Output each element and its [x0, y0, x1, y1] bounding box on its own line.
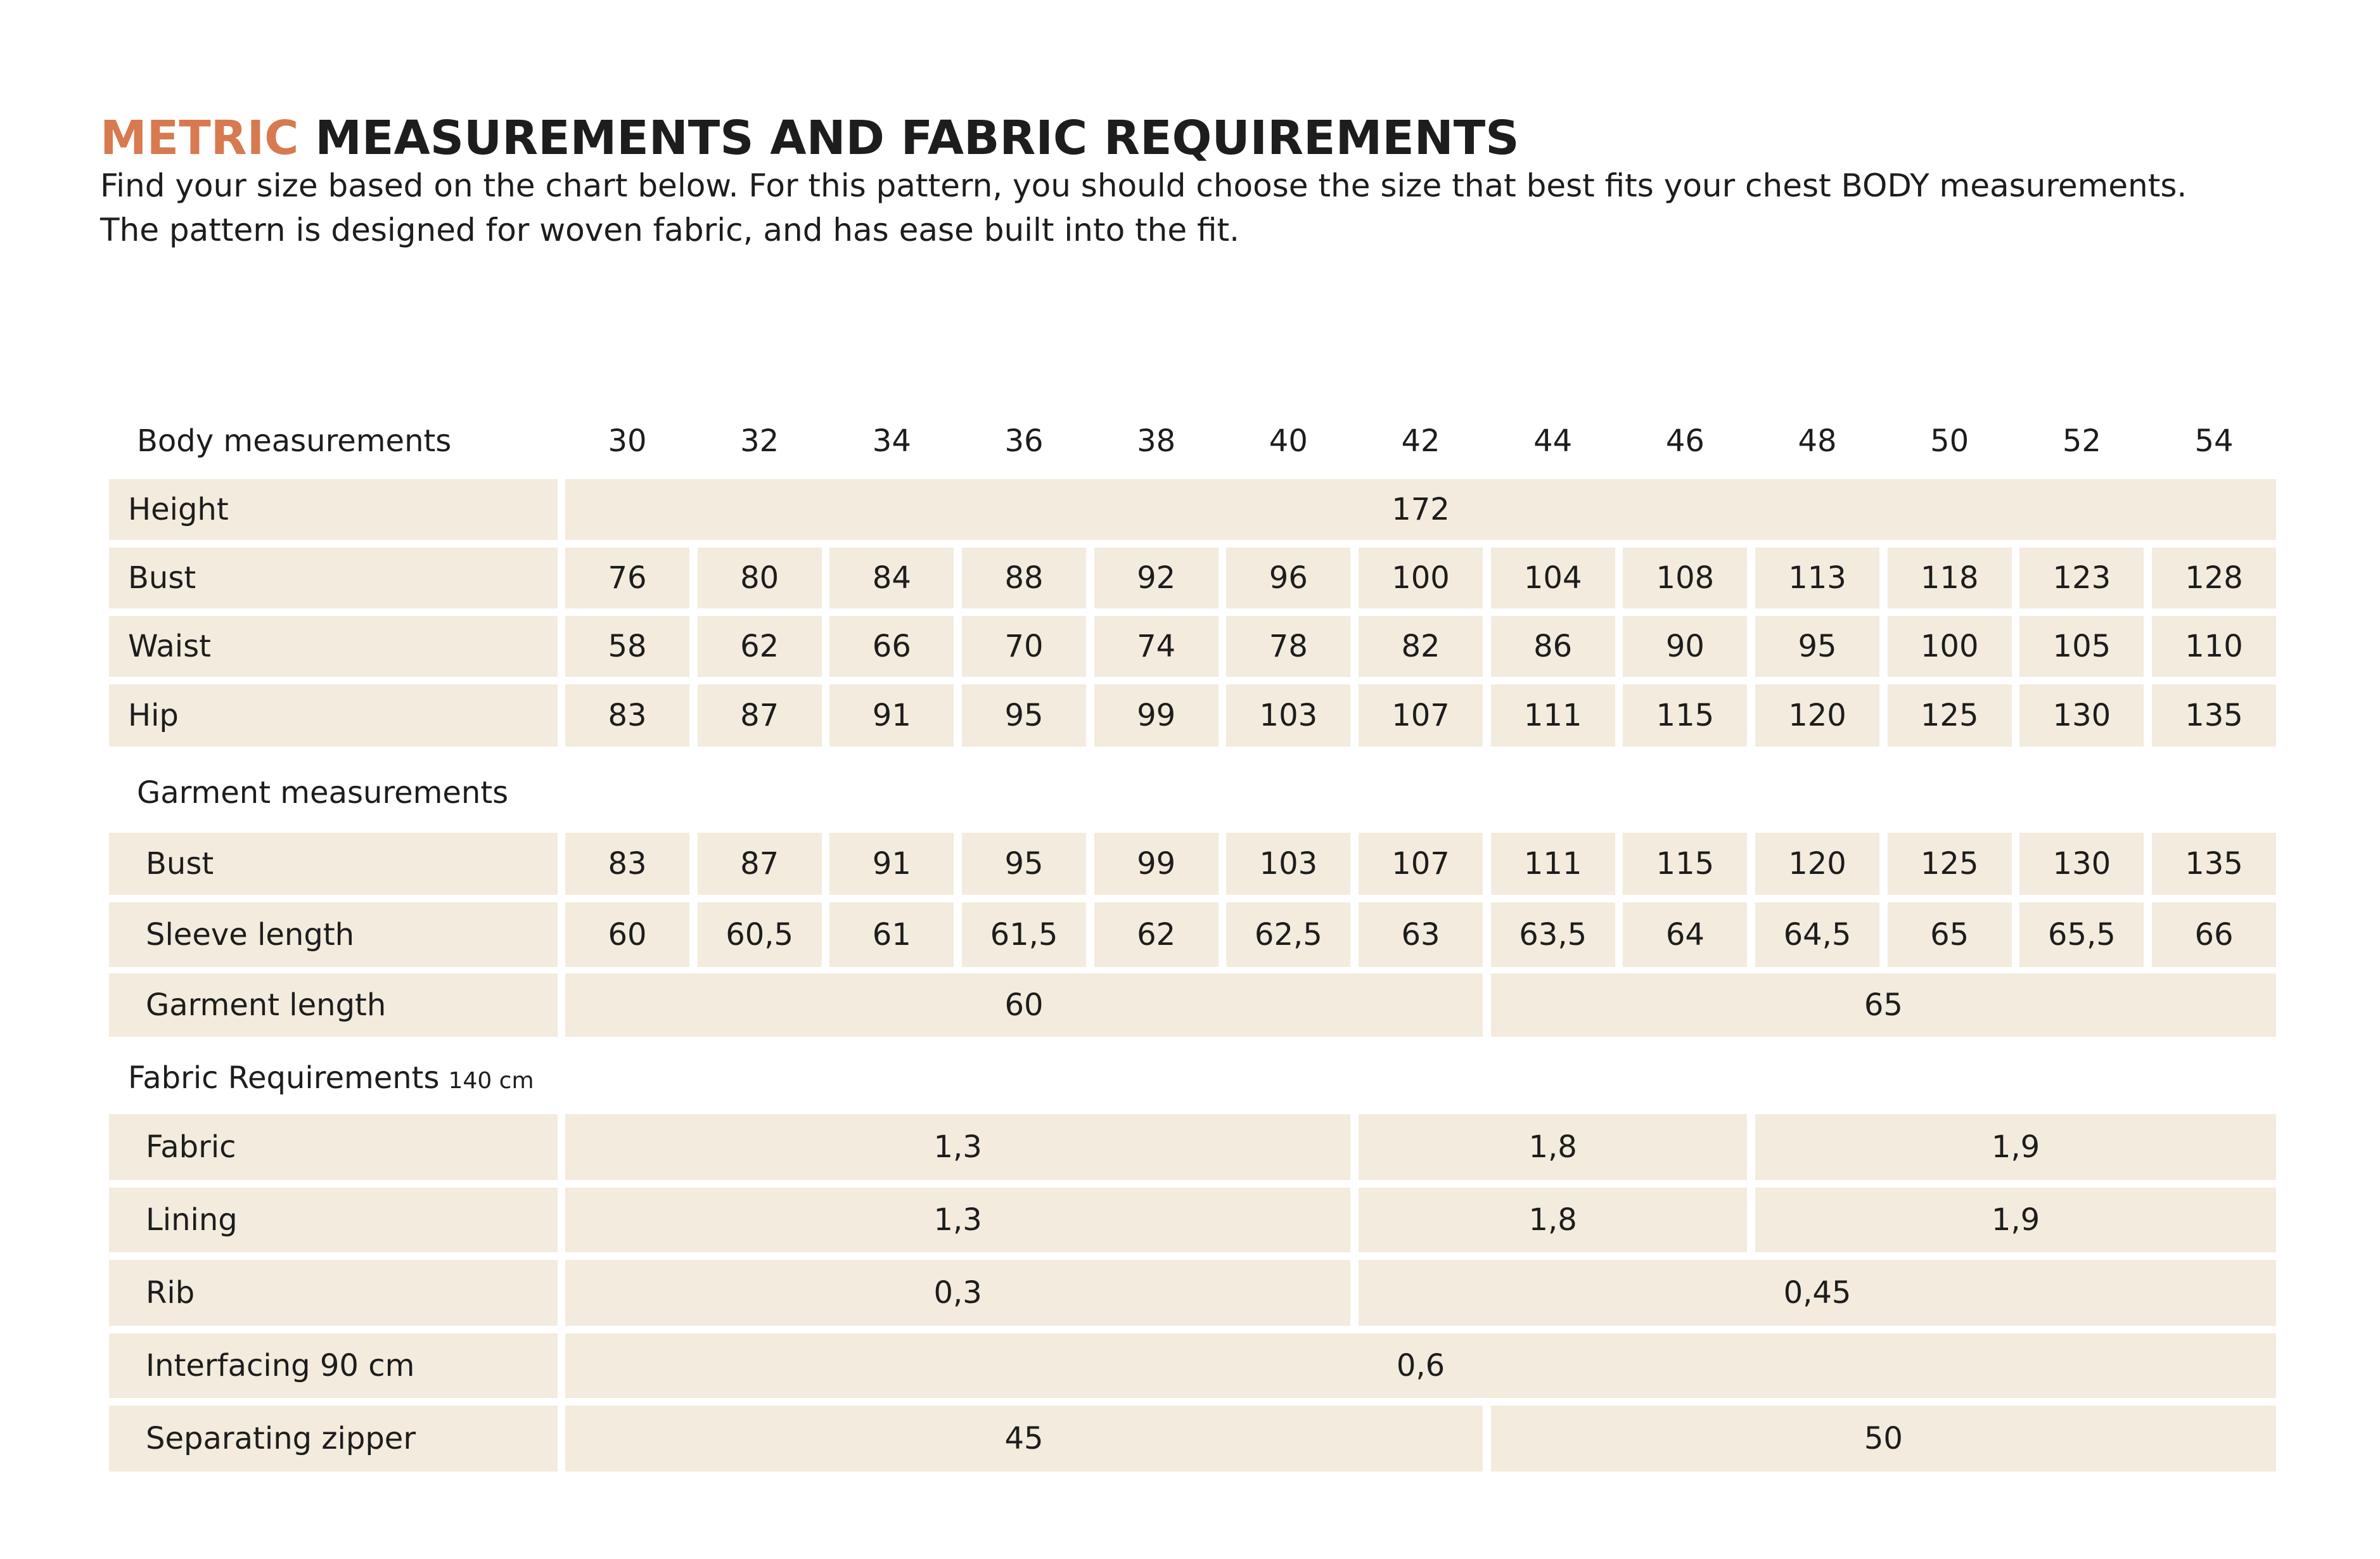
- value-cell: 96: [1226, 548, 1350, 608]
- value-cell: 92: [1094, 548, 1219, 608]
- size-header-54: 54: [2194, 423, 2234, 459]
- value-cell: 60,5: [698, 902, 822, 967]
- size-header-30: 30: [608, 423, 647, 459]
- value-cell: 91: [829, 684, 954, 747]
- row-label-rib: Rib: [109, 1260, 558, 1326]
- value-cell: 105: [2019, 616, 2144, 677]
- row-label-sleeve-length: Sleeve length: [109, 902, 558, 967]
- value-cell: 108: [1623, 548, 1747, 608]
- value-cell: 125: [1888, 833, 2012, 895]
- value-cell: 99: [1094, 684, 1219, 747]
- value-cell: 120: [1755, 833, 1879, 895]
- value-cell: 84: [829, 548, 954, 608]
- size-header-50: 50: [1930, 423, 1969, 459]
- value-cell: 83: [565, 684, 689, 747]
- value-cell: 65,5: [2019, 902, 2144, 967]
- value-cell: 95: [962, 833, 1086, 895]
- merged-value-cell: 60: [565, 973, 1483, 1037]
- value-cell: 58: [565, 616, 689, 677]
- value-cell: 104: [1491, 548, 1615, 608]
- value-cell: 76: [565, 548, 689, 608]
- page-title: [100, 106, 1519, 170]
- size-header-34: 34: [872, 423, 911, 459]
- value-cell: 88: [962, 548, 1086, 608]
- value-cell: 87: [698, 684, 822, 747]
- size-header-32: 32: [740, 423, 779, 459]
- merged-value-cell: 0,6: [565, 1333, 2276, 1398]
- value-cell: 91: [829, 833, 954, 895]
- value-cell: 61,5: [962, 902, 1086, 967]
- row-label-bust: Bust: [109, 548, 558, 608]
- merged-value-cell: 0,3: [565, 1260, 1350, 1326]
- value-cell: 66: [829, 616, 954, 677]
- value-cell: 100: [1888, 616, 2012, 677]
- intro-line-1: Find your size based on the chart below. For this pattern, you should choose the size that best fits your chest BODY measurements.: [100, 167, 2187, 204]
- value-cell: 107: [1359, 833, 1483, 895]
- body-measurements-heading: Body measurements: [137, 423, 452, 459]
- size-header-38: 38: [1137, 423, 1176, 459]
- size-header-44: 44: [1533, 423, 1573, 459]
- size-header-40: 40: [1269, 423, 1308, 459]
- value-cell: 110: [2152, 616, 2276, 677]
- value-cell: 128: [2152, 548, 2276, 608]
- row-label-hip: Hip: [109, 684, 558, 747]
- merged-value-cell: 1,3: [565, 1188, 1350, 1252]
- value-cell: 62,5: [1226, 902, 1350, 967]
- value-cell: 123: [2019, 548, 2144, 608]
- fabric-requirements-title: Fabric Requirements: [128, 1060, 440, 1096]
- size-header-48: 48: [1798, 423, 1837, 459]
- size-header-42: 42: [1401, 423, 1440, 459]
- value-cell: 64,5: [1755, 902, 1879, 967]
- value-cell: 87: [698, 833, 822, 895]
- value-cell: 125: [1888, 684, 2012, 747]
- value-cell: 111: [1491, 684, 1615, 747]
- merged-value-cell: 1,3: [565, 1114, 1350, 1180]
- row-label-fabric: Fabric: [109, 1114, 558, 1180]
- merged-value-cell: 1,8: [1359, 1114, 1747, 1180]
- value-cell: 74: [1094, 616, 1219, 677]
- value-cell: 130: [2019, 684, 2144, 747]
- merged-value-cell: 1,9: [1755, 1114, 2276, 1180]
- value-cell: 62: [698, 616, 822, 677]
- value-cell: 66: [2152, 902, 2276, 967]
- value-cell: 95: [1755, 616, 1879, 677]
- merged-value-cell: 65: [1491, 973, 2276, 1037]
- value-cell: 115: [1623, 684, 1747, 747]
- intro-text: [100, 164, 2318, 252]
- size-header-52: 52: [2062, 423, 2101, 459]
- merged-value-cell: 50: [1491, 1406, 2276, 1472]
- row-label-waist: Waist: [109, 616, 558, 677]
- value-cell: 60: [565, 902, 689, 967]
- merged-value-cell: 1,8: [1359, 1188, 1747, 1252]
- row-label-interfacing-90-cm: Interfacing 90 cm: [109, 1333, 558, 1398]
- row-label-lining: Lining: [109, 1188, 558, 1252]
- garment-measurements-heading: Garment measurements: [137, 775, 509, 811]
- title-accent: METRIC: [100, 111, 299, 165]
- value-cell: 99: [1094, 833, 1219, 895]
- row-label-bust: Bust: [109, 833, 558, 895]
- merged-value-cell: 45: [565, 1406, 1483, 1472]
- value-cell: 65: [1888, 902, 2012, 967]
- merged-value-cell: 0,45: [1359, 1260, 2276, 1326]
- value-cell: 90: [1623, 616, 1747, 677]
- value-cell: 86: [1491, 616, 1615, 677]
- value-cell: 64: [1623, 902, 1747, 967]
- merged-value-cell: 172: [565, 479, 2276, 540]
- value-cell: 111: [1491, 833, 1615, 895]
- value-cell: 61: [829, 902, 954, 967]
- row-label-separating-zipper: Separating zipper: [109, 1406, 558, 1472]
- size-header-46: 46: [1665, 423, 1705, 459]
- value-cell: 63: [1359, 902, 1483, 967]
- value-cell: 120: [1755, 684, 1879, 747]
- value-cell: 62: [1094, 902, 1219, 967]
- row-label-garment-length: Garment length: [109, 973, 558, 1037]
- value-cell: 82: [1359, 616, 1483, 677]
- fabric-requirements-heading: [128, 1056, 762, 1100]
- value-cell: 107: [1359, 684, 1483, 747]
- value-cell: 100: [1359, 548, 1483, 608]
- value-cell: 135: [2152, 833, 2276, 895]
- value-cell: 103: [1226, 684, 1350, 747]
- value-cell: 80: [698, 548, 822, 608]
- value-cell: 118: [1888, 548, 2012, 608]
- value-cell: 135: [2152, 684, 2276, 747]
- size-header-36: 36: [1004, 423, 1044, 459]
- value-cell: 83: [565, 833, 689, 895]
- intro-line-2: The pattern is designed for woven fabric, and has ease built into the fit.: [100, 212, 1240, 248]
- value-cell: 130: [2019, 833, 2144, 895]
- value-cell: 95: [962, 684, 1086, 747]
- value-cell: 113: [1755, 548, 1879, 608]
- row-label-height: Height: [109, 479, 558, 540]
- fabric-width-unit: 140 cm: [448, 1067, 534, 1094]
- value-cell: 115: [1623, 833, 1747, 895]
- merged-value-cell: 1,9: [1755, 1188, 2276, 1252]
- value-cell: 63,5: [1491, 902, 1615, 967]
- value-cell: 103: [1226, 833, 1350, 895]
- value-cell: 70: [962, 616, 1086, 677]
- title-rest: MEASUREMENTS AND FABRIC REQUIREMENTS: [298, 111, 1519, 165]
- value-cell: 78: [1226, 616, 1350, 677]
